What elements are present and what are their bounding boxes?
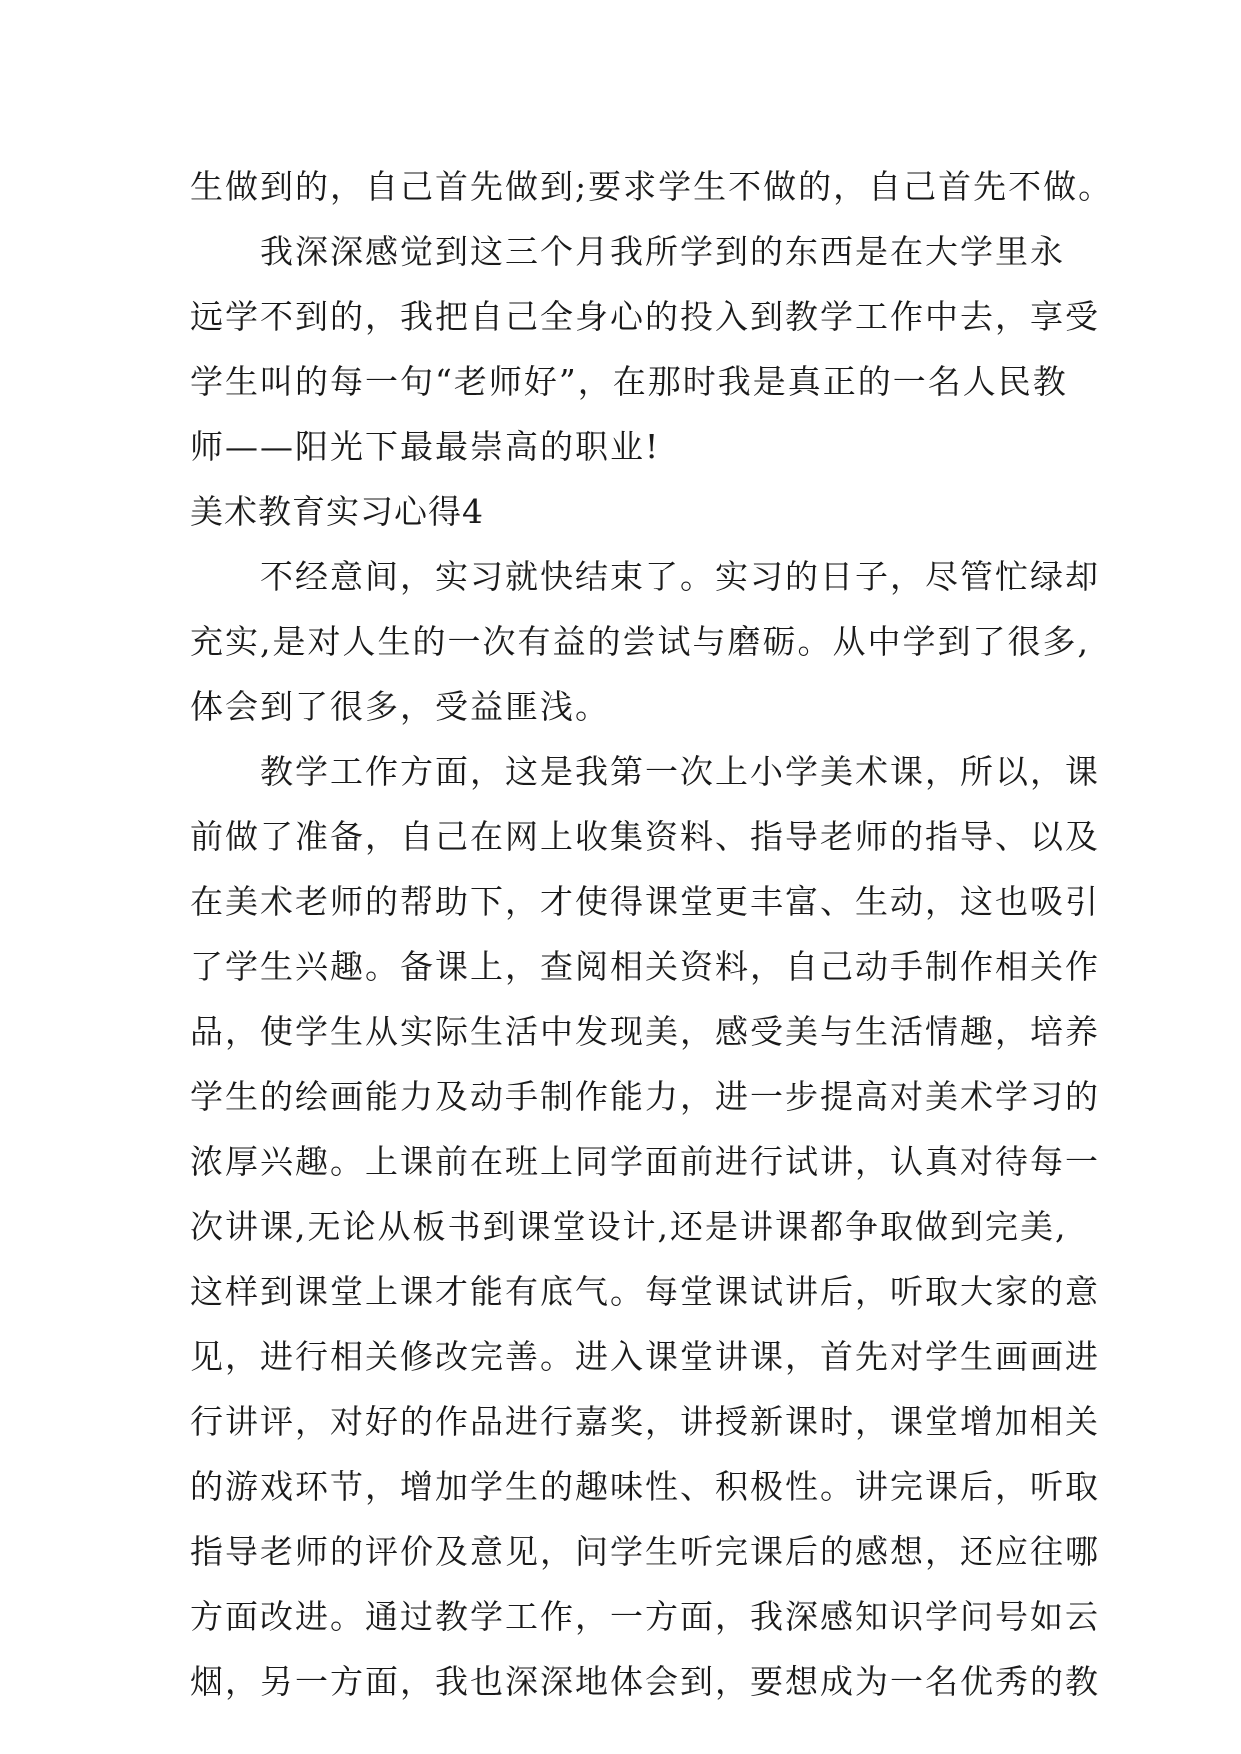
paragraph: [190, 544, 1100, 739]
text-line: 了学生兴趣。备课上，查阅相关资料，自己动手制作相关作: [190, 947, 1100, 986]
text-line: 体会到了很多，受益匪浅。: [190, 687, 610, 726]
document-body: [190, 154, 1114, 1714]
text-line: 师——阳光下最最崇高的职业!: [190, 427, 661, 466]
text-line: 这样到课堂上课才能有底气。每堂课试讲后，听取大家的意: [190, 1272, 1100, 1311]
text-line: 行讲评，对好的作品进行嘉奖，讲授新课时，课堂增加相关: [190, 1402, 1100, 1441]
text-line: 浓厚兴趣。上课前在班上同学面前进行试讲，认真对待每一: [190, 1142, 1100, 1181]
text-line: 次讲课,无论从板书到课堂设计,还是讲课都争取做到完美,: [190, 1207, 1068, 1246]
text-line: 烟，另一方面，我也深深地体会到，要想成为一名优秀的教: [190, 1662, 1100, 1701]
text-line: 充实,是对人生的一次有益的尝试与磨砺。从中学到了很多,: [190, 622, 1090, 661]
text-line: 品，使学生从实际生活中发现美，感受美与生活情趣，培养: [190, 1012, 1100, 1051]
section-title: 美术教育实习心得4: [190, 492, 484, 531]
text-line: 在美术老师的帮助下，才使得课堂更丰富、生动，这也吸引: [190, 882, 1100, 921]
text-line: 不经意间，实习就快结束了。实习的日子，尽管忙绿却: [260, 557, 1100, 596]
text-line: 教学工作方面，这是我第一次上小学美术课，所以，课: [260, 752, 1100, 791]
text-line: 生做到的，自己首先做到;要求学生不做的，自己首先不做。: [190, 167, 1114, 206]
text-line: 见，进行相关修改完善。进入课堂讲课，首先对学生画画进: [190, 1337, 1100, 1376]
text-line: 的游戏环节，增加学生的趣味性、积极性。讲完课后，听取: [190, 1467, 1100, 1506]
text-line: 指导老师的评价及意见，问学生听完课后的感想，还应往哪: [190, 1532, 1100, 1571]
paragraph: [190, 219, 1100, 479]
text-line: 学生叫的每一句“老师好”，在那时我是真正的一名人民教: [190, 362, 1068, 401]
text-line: 我深深感觉到这三个月我所学到的东西是在大学里永: [260, 232, 1065, 271]
text-line: 学生的绘画能力及动手制作能力，进一步提高对美术学习的: [190, 1077, 1100, 1116]
text-line: 方面改进。通过教学工作，一方面，我深感知识学问号如云: [190, 1597, 1100, 1636]
text-line: 前做了准备，自己在网上收集资料、指导老师的指导、以及: [190, 817, 1100, 856]
paragraph: [190, 154, 1114, 219]
text-line: 远学不到的，我把自己全身心的投入到教学工作中去，享受: [190, 297, 1100, 336]
paragraph: [190, 739, 1100, 1714]
